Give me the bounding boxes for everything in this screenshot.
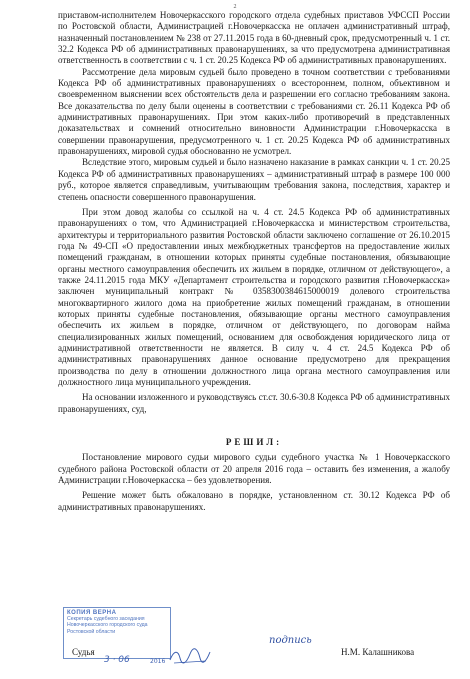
judge-label: Судья [72,647,95,657]
stamp-date: 3 · 06 [104,655,130,665]
clerk-signature-icon [168,646,212,666]
stamp-year: 2016 [150,658,166,665]
paragraph-5: На основании изложенного и руководствуясь ст.ст. 30.6-30.8 Кодекса РФ об административных правонарушениях, суд, [58,392,450,414]
resolution-paragraph-1: Постановление мирового судьи мирового судьи судебного участка № 1 Новочеркасского судебного района Ростовской области от 20 апреля 2016 года – оставить без изменения, а жалобу Администрации г.Новочеркасска – без удовлетворения. [58,452,450,486]
stamp-title: КОПИЯ ВЕРНА [67,610,117,616]
stamp-line-1: Секретарь судебного заседания [67,616,145,623]
judge-signature: подпись [269,635,312,646]
document-body [58,10,450,513]
judge-name: Н.М. Калашникова [341,647,415,657]
page-number: 2 [233,4,237,10]
paragraph-2: Рассмотрение дела мировым судьей было проведено в точном соответствии с требованиями Кодекса РФ об административных правонарушениях о всестороннем, полном, объективном и своевременном выяснении всех обстоятельств дела и разрешении его согласно требованиям закона. Все доказательства по делу были оценены в соответствии с требованиями ст. 26.11 Кодекса РФ об административных правонарушениях. При этом каких-либо противоречий в представленных доказательствах и сомнений относительно виновности Администрации г.Новочеркасска в совершении правонарушения, предусмотренного ч. 1 ст. 20.25 Кодекса РФ об административных правонарушениях, мировой судья обоснованно не усмотрел. [58,66,450,157]
resolution-paragraph-2: Решение может быть обжаловано в порядке, установленном ст. 30.12 Кодекса РФ об административных правонарушениях. [58,490,450,512]
resolution-heading: РЕШИЛ: [225,437,283,448]
paragraph-1: приставом-исполнителем Новочеркасского городского отдела судебных приставов УФССП России по Ростовской области, Администрацией г.Новочеркасска не оплачен административный штраф, назначенный постановлением № 238 от 27.11.2015 года в 60-дневный срок, предусмотренный ч. 1 ст. 32.2 Кодекса РФ об административных правонарушениях, за что предусмотрена административная ответственность в соответствии с ч. 1 ст. 20.25 Кодекса РФ об административных правонарушениях. [58,10,450,66]
stamp-line-3: Ростовской области [67,628,116,635]
paragraph-3: Вследствие этого, мировым судьей и было назначено наказание в рамках санкции ч. 1 ст. 20.25 Кодекса РФ об административных правонарушениях – административный штраф в размере 100 000 руб., которое является справедливым, учитывающим требования закона, последствия, характер и степень опасности совершенного правонарушения. [58,157,450,202]
stamp-line-2: Новочеркасского городского суда [67,622,148,629]
paragraph-4: При этом довод жалобы со ссылкой на ч. 4 ст. 24.5 Кодекса РФ об административных правонарушениях о том, что Администрацией г.Новочеркасска и министерством строительства, архитектуры и территориального развития Ростовской области заключено соглашение от 26.10.2015 года № 49-СП «О предоставлении иных межбюджетных трансфертов на предоставление жилых помещений гражданам, в отношении которых приняты судебные постановления, обязывающие органы местного самоуправления обеспечить их жильем в порядке, отличном от действующего», а также 24.11.2015 года МКУ «Департамент строительства и городского развития г.Новочеркасска» заключен муниципальный контракт № 0358300384615000019 долевого строительства многоквартирного жилого дома на приобретение жилых помещений гражданам, в отношении которых приняты судебные постановления, обязывающие органы местного самоуправления обеспечить их жильем в порядке, отличном от действующего, по договорам найма специализированных жилых помещений, основанием для освобождения юридического лица от административной ответственности не является. В силу ч. 4 ст. 24.5 Кодекса РФ об административных правонарушениях данное основание предусмотрено для прекращения производства по делу в отношении должностного лица органа местного самоуправления или должностного лица муниципального учреждения. [58,206,450,387]
